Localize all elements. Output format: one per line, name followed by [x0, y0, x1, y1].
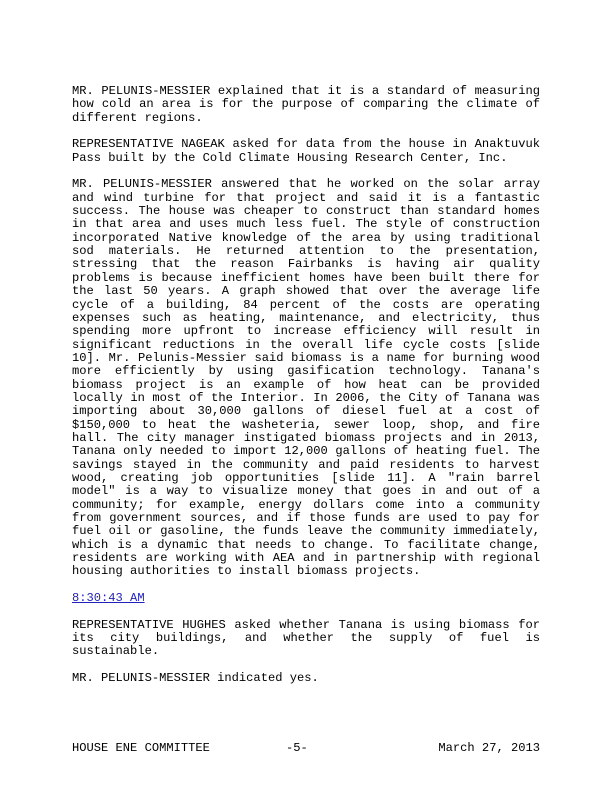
paragraph-nageak-question: REPRESENTATIVE NAGEAK asked for data from the house in Anaktuvuk Pass built by the Cold Climate Housing Research Center, Inc. — [72, 137, 540, 165]
timestamp-row — [72, 592, 540, 605]
footer-page-number: -5- — [286, 741, 308, 755]
timestamp-link[interactable]: 8:30:43 AM — [72, 591, 145, 606]
document-body — [72, 85, 540, 699]
footer-committee-name: HOUSE ENE COMMITTEE — [72, 741, 210, 755]
paragraph-pelunis-messier-explanation: MR. PELUNIS-MESSIER explained that it is a standard of measuring how cold an area is for the purpose of comparing the climate of different regions. — [72, 84, 540, 125]
footer-date: March 27, 2013 — [438, 741, 540, 755]
paragraph-hughes-question: REPRESENTATIVE HUGHES asked whether Tanana is using biomass for its city buildings, and whether the supply of fuel is sustainable. — [72, 617, 540, 659]
paragraph-pelunis-messier-answer: MR. PELUNIS-MESSIER answered that he worked on the solar array and wind turbine for that project and said it is a fantastic success. The house was cheaper to construct than standard homes in that area and uses much less fuel. The style of construction incorporated Native knowledge of the area by using traditional sod materials. He returned attention to the presentation, stressing that the reason Fairbanks is having air quality problems is because inefficient homes have been built there for the last 50 years. A graph showed that over the average life cycle of a building, 84 percent of the costs are operating expenses such as heating, maintenance, and electricity, thus spending more upfront to increase efficiency will result in significant reductions in the overall life cycle costs [slide 10]. Mr. Pelunis-Messier said biomass is a name for burning wood more efficiently by using gasification technology. Tanana's biomass project is an example of how heat can be provided locally in most of the Interior. In 2006, the City of Tanana was importing about 30,000 gallons of diesel fuel at a cost of $150,000 to heat the washeteria, sewer loop, shop, and fire hall. The city manager instigated biomass projects and in 2013, Tanana only needed to import 12,000 gallons of heating fuel. The savings stayed in the community and paid residents to harvest wood, creating job opportunities [slide 11]. A "rain barrel model" is a way to visualize money that goes in and out of a community; for example, energy dollars come into a community from government sources, and if those funds are used to pay for fuel oil or gasoline, the funds leave the community immediately, which is a dynamic that needs to change. To facilitate change, residents are working with AEA and in partnership with regional housing authorities to install biomass projects. — [72, 177, 540, 579]
page-footer — [72, 742, 540, 755]
paragraph-pelunis-messier-reply: MR. PELUNIS-MESSIER indicated yes. — [72, 671, 319, 686]
